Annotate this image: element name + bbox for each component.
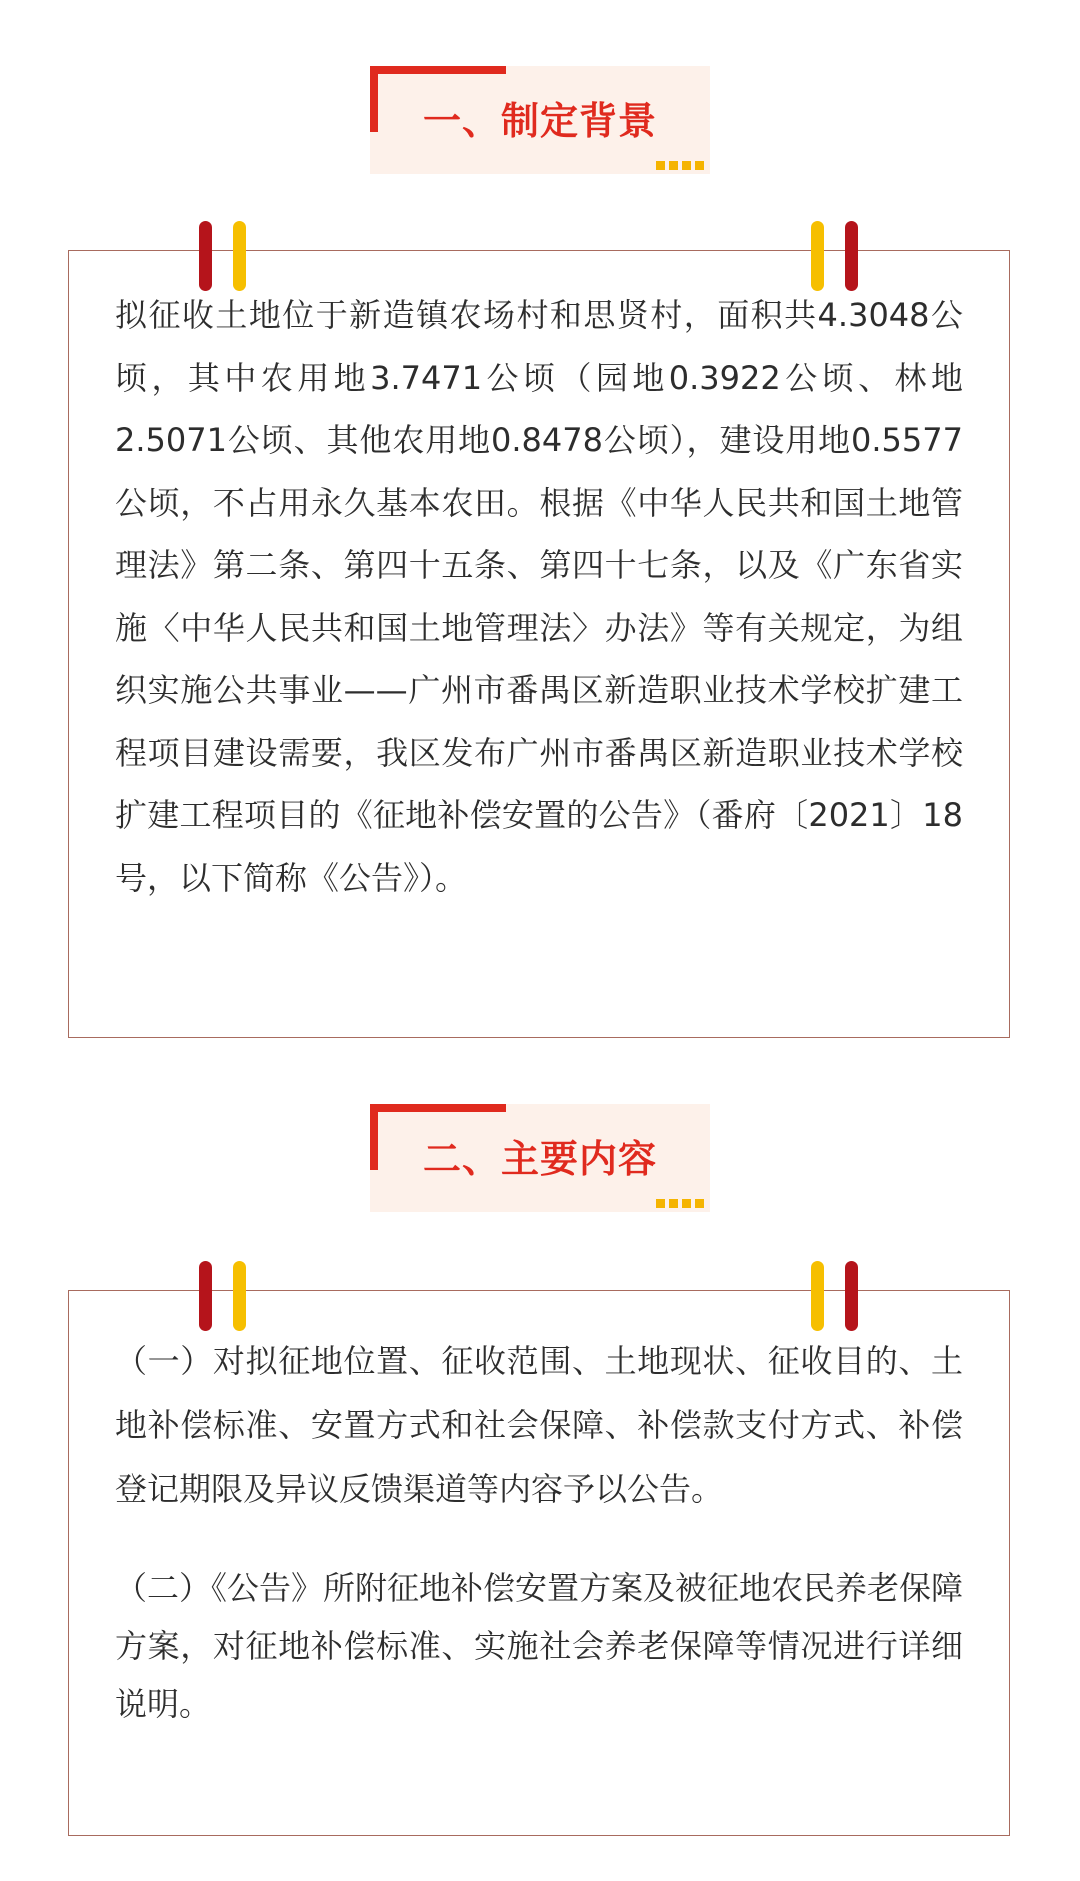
content-box <box>68 1290 1010 1836</box>
pin-decoration-yellow <box>811 221 824 291</box>
pin-decoration-red <box>845 221 858 291</box>
title-accent-top <box>370 1104 506 1112</box>
section-title-box <box>370 1104 710 1212</box>
pin-decoration-red <box>845 1261 858 1331</box>
pin-decoration-yellow <box>811 1261 824 1331</box>
pin-decoration-red <box>199 1261 212 1331</box>
content-box <box>68 250 1010 1038</box>
section-title: 二、主要内容 <box>422 1137 657 1181</box>
pin-decoration-red <box>199 221 212 291</box>
section-title: 一、制定背景 <box>422 99 657 143</box>
title-accent-top <box>370 66 506 74</box>
section-title-box <box>370 66 710 174</box>
title-dots-decoration <box>656 1199 704 1208</box>
paragraph: （一）对拟征地位置、征收范围、土地现状、征收目的、土地补偿标准、安置方式和社会保障、补偿款支付方式、补偿登记期限及异议反馈渠道等内容予以公告。 <box>115 1342 963 1508</box>
paragraph: （二）《公告》所附征地补偿安置方案及被征地农民养老保障方案，对征地补偿标准、实施社会养老保障等情况进行详细说明。 <box>115 1569 964 1723</box>
paragraph: 拟征收土地位于新造镇农场村和思贤村，面积共4.3048公顷，其中农用地3.7471公顷（园地0.3922公顷、林地2.5071公顷、其他农用地0.8478公顷），建设用地0.5577公顷，不占用永久基本农田。根据《中华人民共和国土地管理法》第二条、第四十五条、第四十七条，以及《广东省实施〈中华人民共和国土地管理法〉办法》等有关规定，为组织实施公共事业——广州市番禺区新造职业技术学校扩建工程项目建设需要，我区发布广州市番禺区新造职业技术学校扩建工程项目的《征地补偿安置的公告》（番府〔2021〕18号，以下简称《公告》）。 <box>115 296 963 897</box>
content-text <box>115 284 963 909</box>
pin-decoration-yellow <box>233 1261 246 1331</box>
pin-decoration-yellow <box>233 221 246 291</box>
title-dots-decoration <box>656 161 704 170</box>
content-text <box>115 1329 963 1733</box>
